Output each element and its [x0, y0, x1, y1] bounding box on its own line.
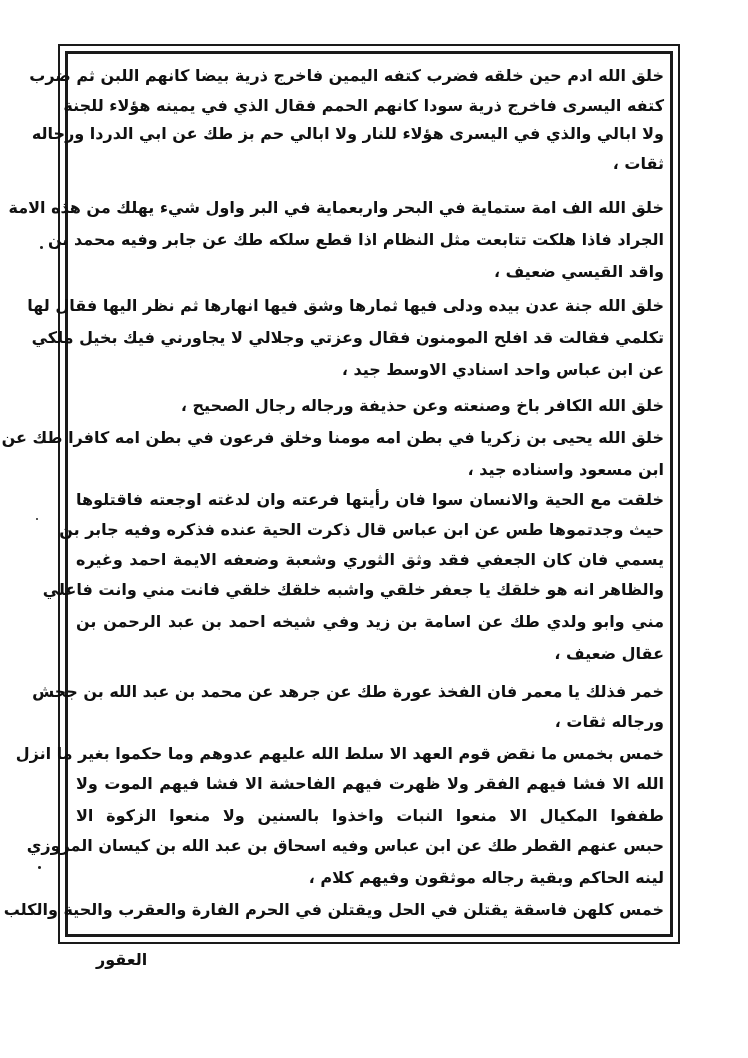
ink-speck	[38, 866, 41, 869]
text-line: خمر فذلك يا معمر فان الفخذ عورة طك عن جرهد عن محمد بن عبد الله بن جحش	[32, 682, 664, 701]
text-line: خمس كلهن فاسقة يقتلن في الحل ويقتلن في الحرم الفارة والعقرب والحية والكلب	[3, 900, 664, 919]
text-line: خلقت مع الحية والانسان سوا فان رأيتها فرعته وان لدغته اوجعته فاقتلوها	[76, 490, 664, 509]
manuscript-text-block	[1, 58, 664, 928]
text-line: حيث وجدتموها طس عن ابن عباس قال ذكرت الحية عنده فذكره وفيه جابر بن	[59, 520, 664, 539]
text-line: عقال ضعيف ،	[554, 644, 664, 663]
text-line: واقد القيسي ضعيف ،	[493, 262, 664, 281]
text-line: مني وابو ولدي طك عن اسامة بن زيد وفي شيخه احمد بن عبد الرحمن بن	[76, 612, 664, 631]
text-line: ابن مسعود واسناده جيد ،	[467, 460, 664, 479]
text-line: عن ابن عباس واحد اسنادي الاوسط جيد ،	[341, 360, 664, 379]
text-line: والظاهر انه هو خلقك يا جعفر خلقي واشبه خلقك خلقي فانت مني وانت فاعلي	[42, 580, 664, 599]
text-line: خلق الله الكافر باخ وصنعته وعن حذيفة ورجاله رجال الصحيح ،	[180, 396, 664, 415]
text-line: خلق الله جنة عدن بيده ودلى فيها ثمارها وشق فيها انهارها ثم نظر اليها فقال لها	[27, 296, 664, 315]
text-line: ولا ابالي والذي في اليسرى هؤلاء للنار ولا ابالي حم بز طك عن ابي الدردا ورجاله	[31, 124, 664, 143]
text-line: الله الا فشا فيهم الفقر ولا ظهرت فيهم الفاحشة الا فشا فيهم الموت ولا	[76, 774, 664, 793]
text-line: لينه الحاكم وبقية رجاله موثقون وفيهم كلام ،	[308, 868, 664, 887]
text-line: خلق الله ادم حين خلقه فضرب كتفه اليمين فاخرج ذرية بيضا كانهم اللبن ثم ضرب	[29, 66, 664, 85]
ink-speck	[40, 246, 43, 249]
text-line: طففوا المكيال الا منعوا النبات واخذوا بالسنين ولا منعوا الزكوة الا	[76, 806, 664, 825]
text-line: ورجاله ثقات ،	[554, 712, 664, 731]
text-line: ثقات ،	[612, 154, 664, 173]
text-line: يسمي فان كان الجعفي فقد وثق الثوري وشعبة وضعفه الايمة احمد وغيره	[76, 550, 664, 569]
text-line: تكلمي فقالت قد افلح المومنون فقال وعزتي وجلالي لا يجاورني فيك بخيل ملكي	[31, 328, 664, 347]
text-line: خلق الله يحيى بن زكريا في بطن امه مومنا وخلق فرعون في بطن امه كافرا طك عن	[1, 428, 664, 447]
text-line: حبس عنهم القطر طك عن ابن عباس وفيه اسحاق بن عبد الله بن كيسان المروزي	[26, 836, 664, 855]
text-line: كتفه اليسرى فاخرج ذرية سودا كانهم الحمم فقال الذي في يمينه هؤلاء للجنة	[63, 96, 664, 115]
ink-speck	[36, 518, 38, 520]
text-line: خمس بخمس ما نقض قوم العهد الا سلط الله عليهم عدوهم وما حكموا بغير ما انزل	[15, 744, 664, 763]
text-line: الجراد فاذا هلكت تتابعت مثل النظام اذا قطع سلكه طك عن جابر وفيه محمد بن	[48, 230, 664, 249]
catchword: العقور	[96, 950, 148, 969]
text-line: خلق الله الف امة ستماية في البحر واربعماية في البر واول شيء يهلك من هذه الامة	[8, 198, 664, 217]
